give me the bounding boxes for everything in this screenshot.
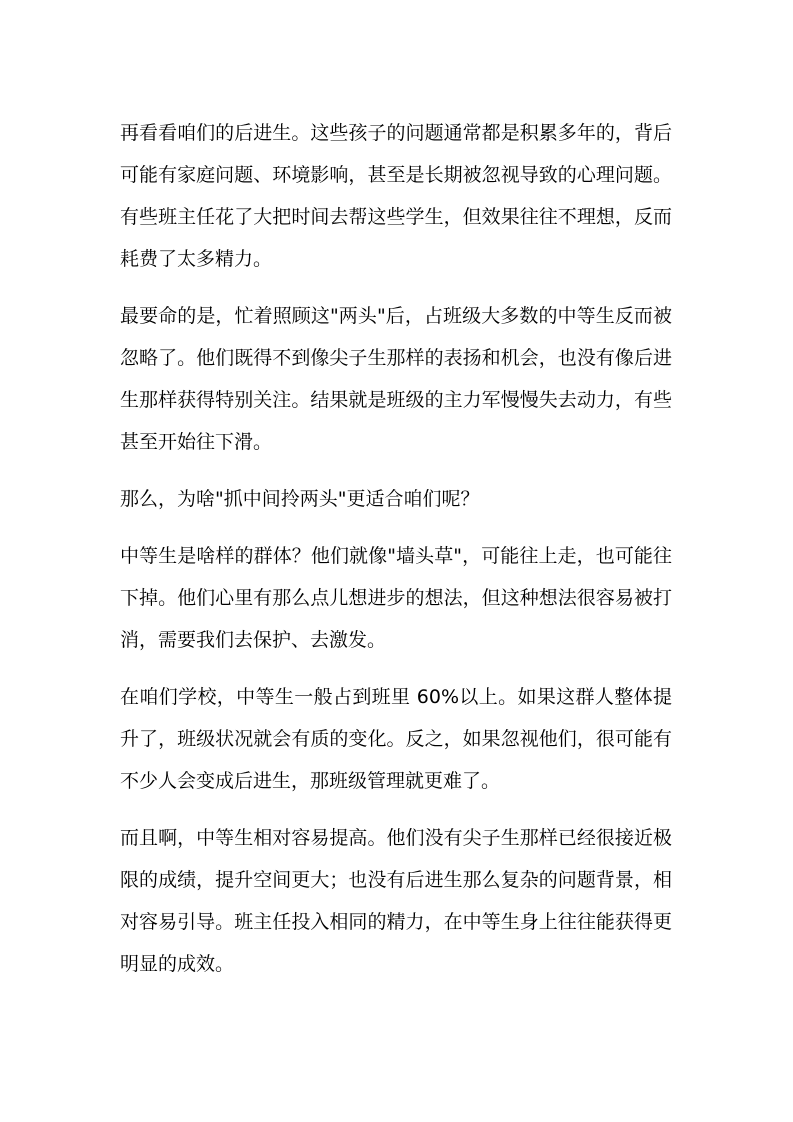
paragraph-school-proportion: 在咱们学校，中等生一般占到班里 60%以上。如果这群人整体提升了，班级状况就会有质的变化。反之，如果忽视他们，很可能有不少人会变成后进生，那班级管理就更难了。 [120, 686, 672, 792]
document-page [120, 112, 672, 1000]
paragraph-underachievers: 再看看咱们的后进生。这些孩子的问题通常都是积累多年的，背后可能有家庭问题、环境影响，甚至是长期被忽视导致的心理问题。有些班主任花了大把时间去帮这些学生，但效果往往不理想，反而耗费了太多精力。 [120, 122, 672, 270]
paragraph-middle-students-nature: 中等生是啥样的群体？他们就像"墙头草"，可能往上走，也可能往下掉。他们心里有那么点儿想进步的想法，但这种想法很容易被打消，需要我们去保护、去激发。 [120, 545, 672, 651]
paragraph-question: 那么，为啥"抓中间拎两头"更适合咱们呢？ [120, 488, 480, 510]
paragraph-easier-to-improve: 而且啊，中等生相对容易提高。他们没有尖子生那样已经很接近极限的成绩，提升空间更大；也没有后进生那么复杂的问题背景，相对容易引导。班主任投入相同的精力，在中等生身上往往能获得更明显的成效。 [120, 827, 672, 975]
paragraph-middle-students-neglected: 最要命的是，忙着照顾这"两头"后，占班级大多数的中等生反而被忽略了。他们既得不到像尖子生那样的表扬和机会，也没有像后进生那样获得特别关注。结果就是班级的主力军慢慢失去动力，有些甚至开始往下滑。 [120, 305, 672, 453]
